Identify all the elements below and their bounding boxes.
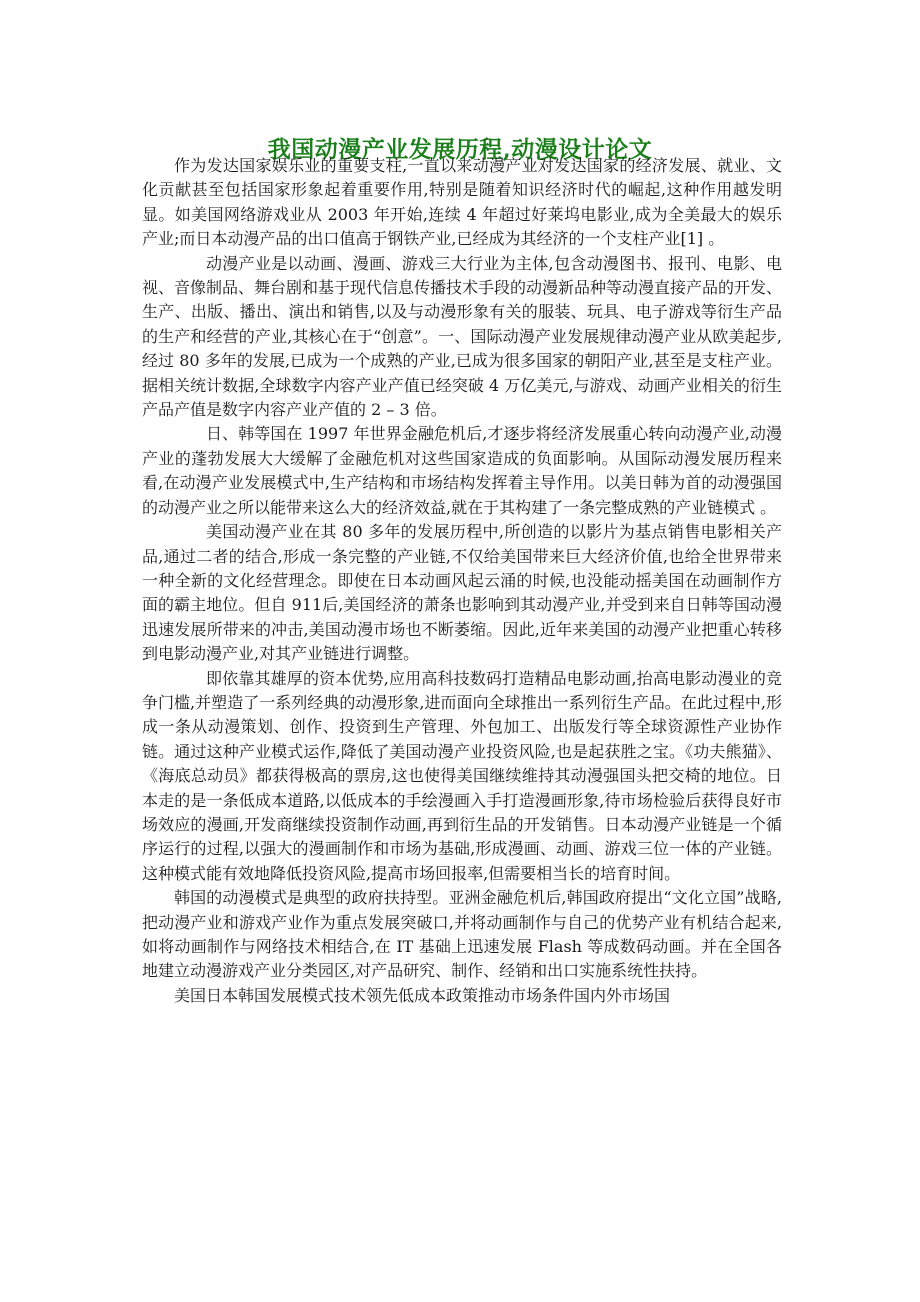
paragraph-2: 动漫产业是以动画、漫画、游戏三大行业为主体,包含动漫图书、报刊、电影、电视、音像制品、舞台剧和基于现代信息传播技术手段的动漫新品种等动漫直接产品的开发、生产、出版、播出、演出和销售,以及与动漫形象有关的服装、玩具、电子游戏等衍生产品的生产和经营的产业,其核心在于“创意”。一、国际动漫产业发展规律动漫产业从欧美起步,经过 80 多年的发展,已成为一个成熟的产业,已成为很多国家的朝阳产业,甚至是支柱产业。据相关统计数据,全球数字内容产业产值已经突破 4 万亿美元,与游戏、动画产业相关的衍生产品产值是数字内容产业产值的 2 – 3 倍。	[142, 253, 783, 420]
paragraph-7: 美国日本韩国发展模式技术领先低成本政策推动市场条件国内外市场国	[174, 985, 671, 1005]
paragraph-4: 美国动漫产业在其 80 多年的发展历程中,所创造的以影片为基点销售电影相关产品,通过二者的结合,形成一条完整的产业链,不仅给美国带来巨大经济价值,也给全世界带来一种全新的文化经营理念。即使在日本动画风起云涌的时候,也没能动摇美国在动画制作方面的霸主地位。但自 911后,美国经济的萧条也影响到其动漫产业,并受到来自日韩等国动漫迅速发展所带来的冲击,美国动漫市场也不断萎缩。因此,近年来美国的动漫产业把重心转移到电影动漫产业,对其产业链进行调整。	[142, 522, 782, 664]
document-title: 我国动漫产业发展历程,动漫设计论文	[267, 136, 653, 164]
paragraph-3: 日、韩等国在 1997 年世界金融危机后,才逐步将经济发展重心转向动漫产业,动漫产业的蓬勃发展大大缓解了金融危机对这些国家造成的负面影响。从国际动漫发展历程来看,在动漫产业发展模式中,生产结构和市场结构发挥着主导作用。以美日韩为首的动漫强国的动漫产业之所以能带来这么大的经济效益,就在于其构建了一条完整成熟的产业链模式 。	[142, 424, 782, 517]
paragraph-5: 即依靠其雄厚的资本优势,应用高科技数码打造精品电影动画,抬高电影动漫业的竞争门槛,并塑造了一系列经典的动漫形象,进而面向全球推出一系列衍生产品。在此过程中,形成一条从动漫策划、创作、投资到生产管理、外包加工、出版发行等全球资源性产业协作链。通过这种产业模式运作,降低了美国动漫产业投资风险,也是起获胜之宝。《功夫熊猫》、《海底总动员》都获得极高的票房,这也使得美国继续维持其动漫强国头把交椅的地位。日本走的是一条低成本道路,以低成本的手绘漫画入手打造漫画形象,待市场检验后获得良好市场效应的漫画,开发商继续投资制作动画,再到衍生品的开发销售。日本动漫产业链是一个循序运行的过程,以强大的漫画制作和市场为基础,形成漫画、动画、游戏三位一体的产业链。这种模式能有效地降低投资风险,提高市场回报率,但需要相当长的培育时间。	[142, 668, 782, 883]
paragraph-1: 作为发达国家娱乐业的重要支柱,一直以来动漫产业对发达国家的经济发展、就业、文化贡献甚至包括国家形象起着重要作用,特别是随着知识经济时代的崛起,这种作用越发明显。如美国网络游戏业从 2003 年开始,连续 4 年超过好莱坞电影业,成为全美最大的娱乐产业;而日本动漫产品的出口值高于钢铁产业,已经成为其经济的一个支柱产业[1] 。	[142, 156, 782, 249]
document-body	[142, 154, 782, 1008]
paragraph-6: 韩国的动漫模式是典型的政府扶持型。亚洲金融危机后,韩国政府提出“文化立国”战略,把动漫产业和游戏产业作为重点发展突破口,并将动画制作与自己的优势产业有机结合起来,如将动画制作与网络技术相结合,在 IT 基础上迅速发展 Flash 等成数码动画。并在全国各地建立动漫游戏产业分类园区,对产品研究、制作、经销和出口实施系统性扶持。	[142, 888, 782, 981]
